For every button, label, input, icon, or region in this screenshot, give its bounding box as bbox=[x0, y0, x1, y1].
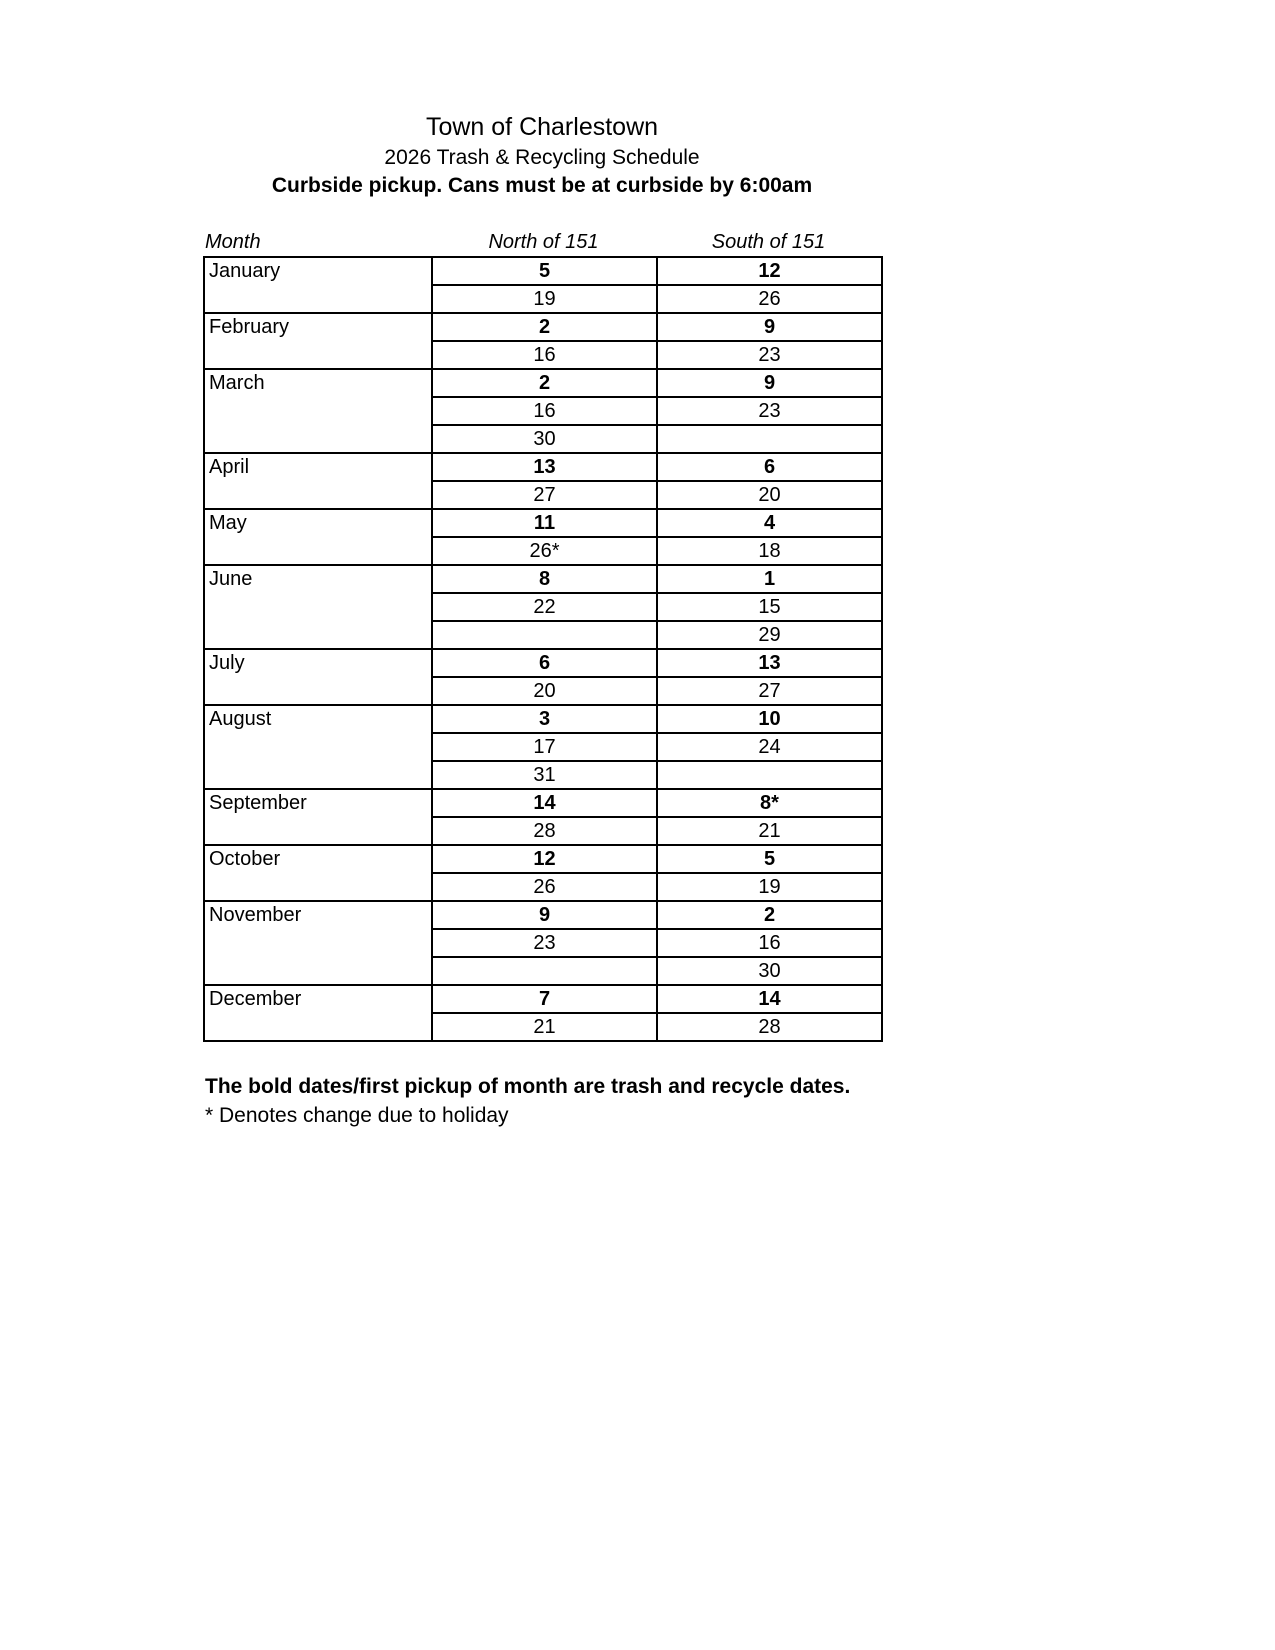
pickup-date-south: 28 bbox=[657, 1013, 882, 1041]
pickup-date-north: 16 bbox=[432, 397, 657, 425]
month-cell: January bbox=[204, 257, 432, 313]
pickup-date-south: 10 bbox=[657, 705, 882, 733]
pickup-date-north: 12 bbox=[432, 845, 657, 873]
schedule-row bbox=[204, 313, 882, 341]
schedule-row bbox=[204, 369, 882, 397]
pickup-date-south: 21 bbox=[657, 817, 882, 845]
pickup-date-south: 29 bbox=[657, 621, 882, 649]
pickup-date-south: 5 bbox=[657, 845, 882, 873]
pickup-date-north: 2 bbox=[432, 313, 657, 341]
pickup-date-north: 28 bbox=[432, 817, 657, 845]
table-column-headers bbox=[203, 230, 881, 254]
schedule-table bbox=[203, 256, 883, 1042]
pickup-date-north: 13 bbox=[432, 453, 657, 481]
pickup-date-north: 14 bbox=[432, 789, 657, 817]
pickup-date-north: 9 bbox=[432, 901, 657, 929]
pickup-date-south: 27 bbox=[657, 677, 882, 705]
document-content bbox=[203, 0, 881, 1129]
month-cell: June bbox=[204, 565, 432, 649]
month-cell: April bbox=[204, 453, 432, 509]
month-cell: December bbox=[204, 985, 432, 1041]
pickup-date-south: 23 bbox=[657, 341, 882, 369]
pickup-date-north: 27 bbox=[432, 481, 657, 509]
pickup-date-north: 3 bbox=[432, 705, 657, 733]
pickup-date-north: 20 bbox=[432, 677, 657, 705]
column-header-month: Month bbox=[205, 231, 261, 253]
pickup-date-north: 2 bbox=[432, 369, 657, 397]
pickup-date-south: 24 bbox=[657, 733, 882, 761]
pickup-date-south: 12 bbox=[657, 257, 882, 285]
holiday-note: * Denotes change due to holiday bbox=[205, 1104, 509, 1127]
pickup-date-north bbox=[432, 621, 657, 649]
schedule-row bbox=[204, 789, 882, 817]
pickup-date-north: 7 bbox=[432, 985, 657, 1013]
pickup-date-north: 16 bbox=[432, 341, 657, 369]
month-cell: February bbox=[204, 313, 432, 369]
pickup-date-south: 4 bbox=[657, 509, 882, 537]
pickup-date-south: 8* bbox=[657, 789, 882, 817]
pickup-date-south bbox=[657, 425, 882, 453]
pickup-date-south bbox=[657, 761, 882, 789]
month-cell: August bbox=[204, 705, 432, 789]
bold-dates-note: The bold dates/first pickup of month are trash and recycle dates. bbox=[205, 1075, 851, 1098]
pickup-date-south: 30 bbox=[657, 957, 882, 985]
page-title: Town of Charlestown bbox=[425, 113, 659, 141]
pickup-date-north: 19 bbox=[432, 285, 657, 313]
pickup-date-south: 23 bbox=[657, 397, 882, 425]
pickup-date-south: 15 bbox=[657, 593, 882, 621]
pickup-date-south: 13 bbox=[657, 649, 882, 677]
schedule-row bbox=[204, 257, 882, 285]
pickup-date-north: 26 bbox=[432, 873, 657, 901]
pickup-date-north bbox=[432, 957, 657, 985]
schedule-row bbox=[204, 901, 882, 929]
schedule-row bbox=[204, 985, 882, 1013]
pickup-date-south: 26 bbox=[657, 285, 882, 313]
pickup-date-north: 23 bbox=[432, 929, 657, 957]
schedule-row bbox=[204, 565, 882, 593]
month-cell: May bbox=[204, 509, 432, 565]
month-cell: November bbox=[204, 901, 432, 985]
pickup-date-north: 5 bbox=[432, 257, 657, 285]
pickup-date-north: 17 bbox=[432, 733, 657, 761]
schedule-row bbox=[204, 509, 882, 537]
pickup-date-north: 31 bbox=[432, 761, 657, 789]
pickup-date-south: 9 bbox=[657, 369, 882, 397]
column-header-north: North of 151 bbox=[488, 231, 599, 253]
schedule-row bbox=[204, 453, 882, 481]
pickup-date-south: 16 bbox=[657, 929, 882, 957]
pickup-date-south: 2 bbox=[657, 901, 882, 929]
column-header-south: South of 151 bbox=[711, 231, 826, 253]
curbside-notice: Curbside pickup. Cans must be at curbside by 6:00am bbox=[271, 174, 813, 197]
pickup-date-north: 30 bbox=[432, 425, 657, 453]
schedule-row bbox=[204, 649, 882, 677]
month-cell: March bbox=[204, 369, 432, 453]
page-subtitle: 2026 Trash & Recycling Schedule bbox=[384, 146, 700, 169]
month-cell: September bbox=[204, 789, 432, 845]
pickup-date-south: 9 bbox=[657, 313, 882, 341]
pickup-date-south: 6 bbox=[657, 453, 882, 481]
month-cell: October bbox=[204, 845, 432, 901]
pickup-date-north: 26* bbox=[432, 537, 657, 565]
pickup-date-south: 20 bbox=[657, 481, 882, 509]
pickup-date-north: 22 bbox=[432, 593, 657, 621]
pickup-date-north: 6 bbox=[432, 649, 657, 677]
pickup-date-south: 19 bbox=[657, 873, 882, 901]
schedule-table-body bbox=[204, 257, 882, 1041]
pickup-date-south: 14 bbox=[657, 985, 882, 1013]
pickup-date-north: 8 bbox=[432, 565, 657, 593]
pickup-date-south: 18 bbox=[657, 537, 882, 565]
month-cell: July bbox=[204, 649, 432, 705]
pickup-date-north: 21 bbox=[432, 1013, 657, 1041]
pickup-date-south: 1 bbox=[657, 565, 882, 593]
schedule-row bbox=[204, 705, 882, 733]
schedule-row bbox=[204, 845, 882, 873]
pickup-date-north: 11 bbox=[432, 509, 657, 537]
